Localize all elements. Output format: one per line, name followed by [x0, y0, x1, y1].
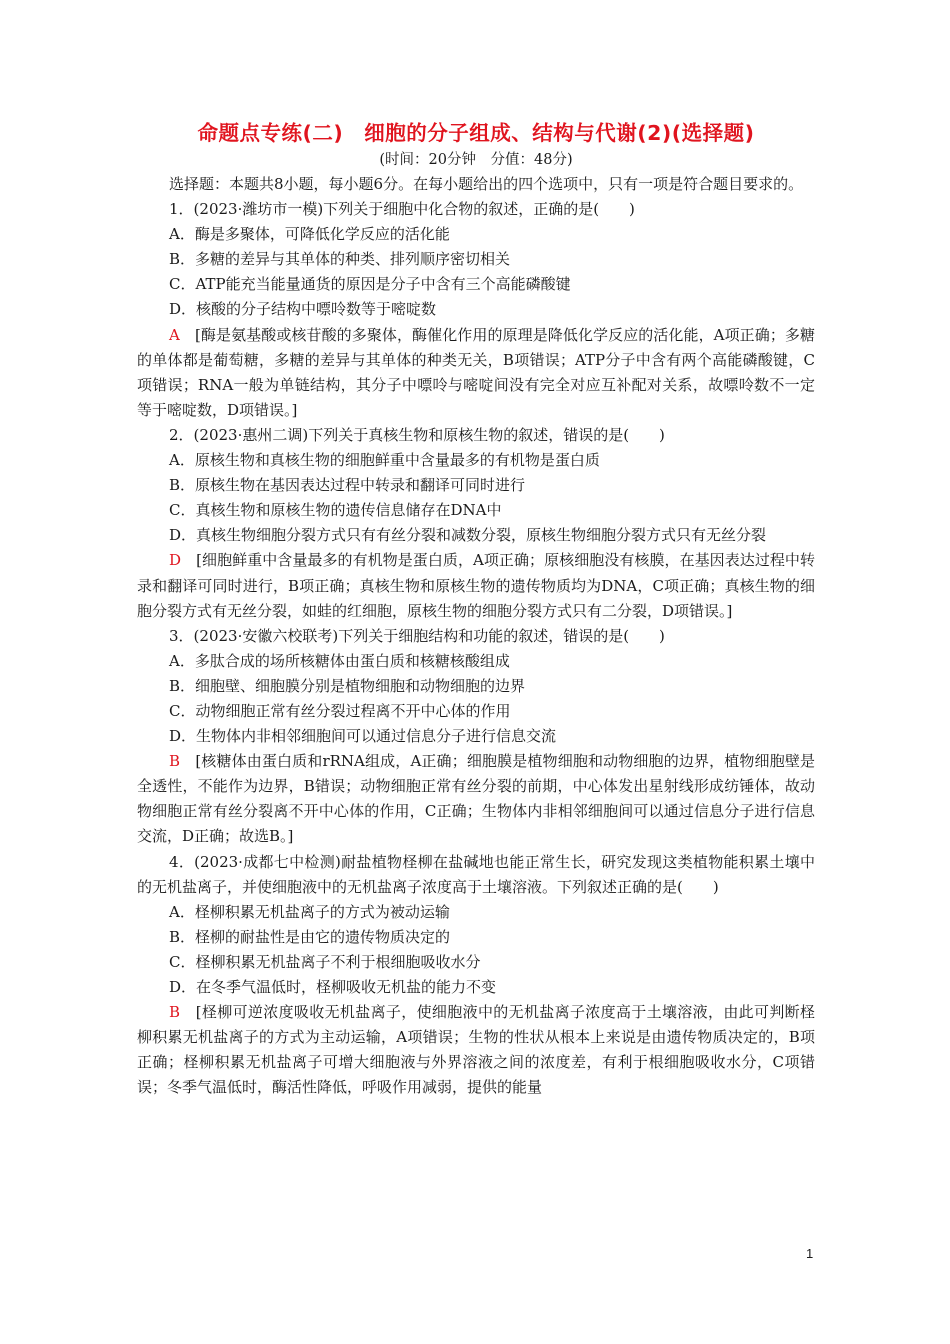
question-stem: 4．(2023·成都七中检测)耐盐植物柽柳在盐碱地也能正常生长，研究发现这类植物能积累土壤中的无机盐离子，并使细胞液中的无机盐离子浓度高于土壤溶液。下列叙述正确的是( ) — [137, 852, 815, 896]
answer-letter: A — [169, 325, 180, 344]
question-3 — [137, 624, 815, 850]
question-stem: 3．(2023·安徽六校联考)下列关于细胞结构和功能的叙述，错误的是( ) — [169, 626, 665, 645]
option-c: C．真核生物和原核生物的遗传信息储存在DNA中 — [169, 501, 502, 520]
option-d: D．生物体内非相邻细胞间可以通过信息分子进行信息交流 — [169, 727, 557, 746]
question-2 — [137, 423, 815, 624]
question-4 — [137, 850, 815, 1101]
option-d: D．在冬季气温低时，柽柳吸收无机盐的能力不变 — [169, 978, 497, 996]
option-b: B．原核生物在基因表达过程中转录和翻译可同时进行 — [169, 476, 526, 495]
explanation-text: [柽柳可逆浓度吸收无机盐离子，使细胞液中的无机盐离子浓度高于土壤溶液，由此可判断柽柳积累无机盐离子的方式为主动运输，A项错误；生物的性状从根本上来说是由遗传物质决定的，B项正确；柽柳积累无机盐离子可增大细胞液与外界溶液之间的浓度差，有利于根细胞吸收水分，C项错误；冬季气温低时，酶活性降低，呼吸作用减弱，提供的能量 — [137, 1003, 815, 1097]
question-stem: 2．(2023·惠州二调)下列关于真核生物和原核生物的叙述，错误的是( ) — [169, 425, 665, 444]
option-c: C．动物细胞正常有丝分裂过程离不开中心体的作用 — [169, 701, 511, 720]
option-a: A．柽柳积累无机盐离子的方式为被动运输 — [169, 902, 450, 921]
explanation-text: [酶是氨基酸或核苷酸的多聚体，酶催化作用的原理是降低化学反应的活化能，A项正确；多糖的单体都是葡萄糖，多糖的差异与其单体的种类无关，B项错误；ATP分子中含有两个高能磷酸键，C项错误；RNA一般为单链结构，其分子中嘌呤与嘧啶间没有完全对应互补配对关系，故嘌呤数不一定等于嘧啶数，D项错误。] — [137, 325, 815, 419]
answer-letter: B — [169, 1003, 181, 1022]
explanation-text: [细胞鲜重中含量最多的有机物是蛋白质，A项正确；原核细胞没有核膜，在基因表达过程中转录和翻译可同时进行，B项正确；真核生物和原核生物的遗传物质均为DNA，C项正确；真核生物的细胞分裂方式有无丝分裂，如蛙的红细胞，原核生物的细胞分裂方式只有二分裂，D项错误。] — [137, 551, 815, 620]
option-d: D．核酸的分子结构中嘌呤数等于嘧啶数 — [169, 300, 437, 319]
option-b: B．柽柳的耐盐性是由它的遗传物质决定的 — [169, 927, 451, 946]
option-c: C．柽柳积累无机盐离子不利于根细胞吸收水分 — [169, 952, 481, 971]
page-title: 命题点专练(二) 细胞的分子组成、结构与代谢(2)(选择题) — [197, 121, 755, 145]
answer-explanation — [137, 548, 815, 623]
option-b: B．细胞壁、细胞膜分别是植物细胞和动物细胞的边界 — [169, 676, 526, 695]
explanation-text: [核糖体由蛋白质和rRNA组成，A正确；细胞膜是植物细胞和动物细胞的边界，植物细胞壁是全透性，不能作为边界，B错误；动物细胞正常有丝分裂的前期，中心体发出星射线形成纺锤体，故动物细胞正常有丝分裂离不开中心体的作用，C正确；生物体内非相邻细胞间可以通过信息分子进行信息交流，D正确；故选B。] — [137, 752, 815, 846]
option-d: D．真核生物细胞分裂方式只有有丝分裂和减数分裂，原核生物细胞分裂方式只有无丝分裂 — [169, 526, 767, 545]
question-stem: 1．(2023·潍坊市一模)下列关于细胞中化合物的叙述，正确的是( ) — [169, 200, 635, 219]
question-1 — [137, 197, 815, 423]
answer-explanation — [137, 1000, 815, 1100]
answer-letter: B — [169, 752, 181, 771]
option-a: A．原核生物和真核生物的细胞鲜重中含量最多的有机物是蛋白质 — [169, 451, 600, 470]
option-a: A．酶是多聚体，可降低化学反应的活化能 — [169, 225, 450, 244]
page-number: 1 — [806, 1246, 814, 1261]
page-subtitle: (时间：20分钟 分值：48分) — [379, 152, 573, 168]
option-a: A．多肽合成的场所核糖体由蛋白质和核糖核酸组成 — [169, 651, 510, 670]
answer-letter: D — [169, 551, 182, 570]
option-b: B．多糖的差异与其单体的种类、排列顺序密切相关 — [169, 250, 511, 269]
option-c: C．ATP能充当能量通货的原因是分子中含有三个高能磷酸键 — [169, 275, 571, 294]
instructions: 选择题：本题共8小题，每小题6分。在每小题给出的四个选项中，只有一项是符合题目要求的。 — [169, 175, 804, 193]
answer-explanation — [137, 323, 815, 423]
document-page — [137, 118, 815, 1100]
answer-explanation — [137, 749, 815, 849]
